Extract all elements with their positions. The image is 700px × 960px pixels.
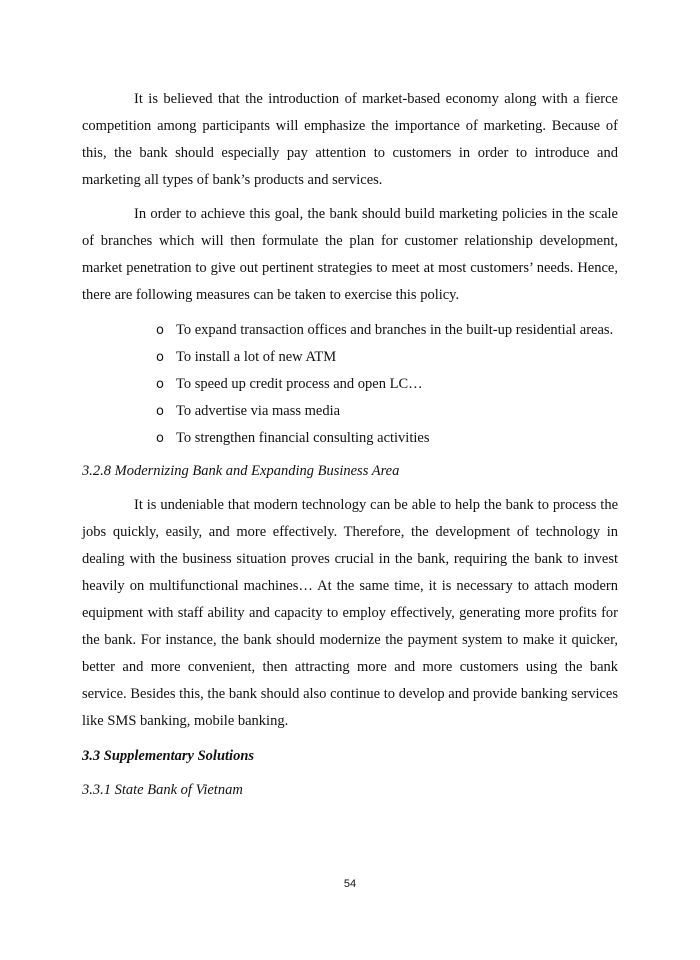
list-item: o To install a lot of new ATM xyxy=(176,344,618,371)
list-item: o To expand transaction offices and branches in the built-up residential areas. xyxy=(176,317,618,344)
list-item: o To speed up credit process and open LC… xyxy=(176,371,618,398)
page-content xyxy=(82,86,618,804)
bullet-marker: o xyxy=(156,377,164,392)
bullet-marker: o xyxy=(156,431,164,446)
list-item: o To strengthen financial consulting activities xyxy=(176,425,618,452)
paragraph-marketing-intro: It is believed that the introduction of market-based economy along with a fierce competition among participants will emphasize the importance of marketing. Because of this, the bank should especially pay attention to customers in order to introduce and marketing all types of bank’s products and services. xyxy=(82,91,618,188)
bullet-marker: o xyxy=(156,350,164,365)
paragraph-marketing-policy: In order to achieve this goal, the bank should build marketing policies in the scale of branches which will then formulate the plan for customer relationship development, market penetration to give out pertinent strategies to meet at most customers’ needs. Hence, there are following measures can be taken to exercise this policy. xyxy=(82,206,618,303)
section-heading-3-3-1: 3.3.1 State Bank of Vietnam xyxy=(82,782,243,798)
bullet-marker: o xyxy=(156,404,164,419)
section-heading-3-3: 3.3 Supplementary Solutions xyxy=(82,748,255,764)
page-number: 54 xyxy=(343,878,357,890)
measures-list xyxy=(82,317,618,452)
section-heading-3-2-8: 3.2.8 Modernizing Bank and Expanding Business Area xyxy=(82,463,400,479)
bullet-marker: o xyxy=(156,323,164,338)
paragraph-modern-technology: It is undeniable that modern technology can be able to help the bank to process the jobs quickly, easily, and more effectively. Therefore, the development of technology in dealing with the business situation proves crucial in the bank, requiring the bank to invest heavily on multifunctional machines… At the same time, it is necessary to attach modern equipment with staff ability and capacity to employ effectively, generating more profits for the bank. For instance, the bank should modernize the payment system to make it quicker, better and more convenient, then attracting more and more customers using the bank service. Besides this, the bank should also continue to develop and provide banking services like SMS banking, mobile banking. xyxy=(82,497,618,729)
list-item: o To advertise via mass media xyxy=(176,398,618,425)
